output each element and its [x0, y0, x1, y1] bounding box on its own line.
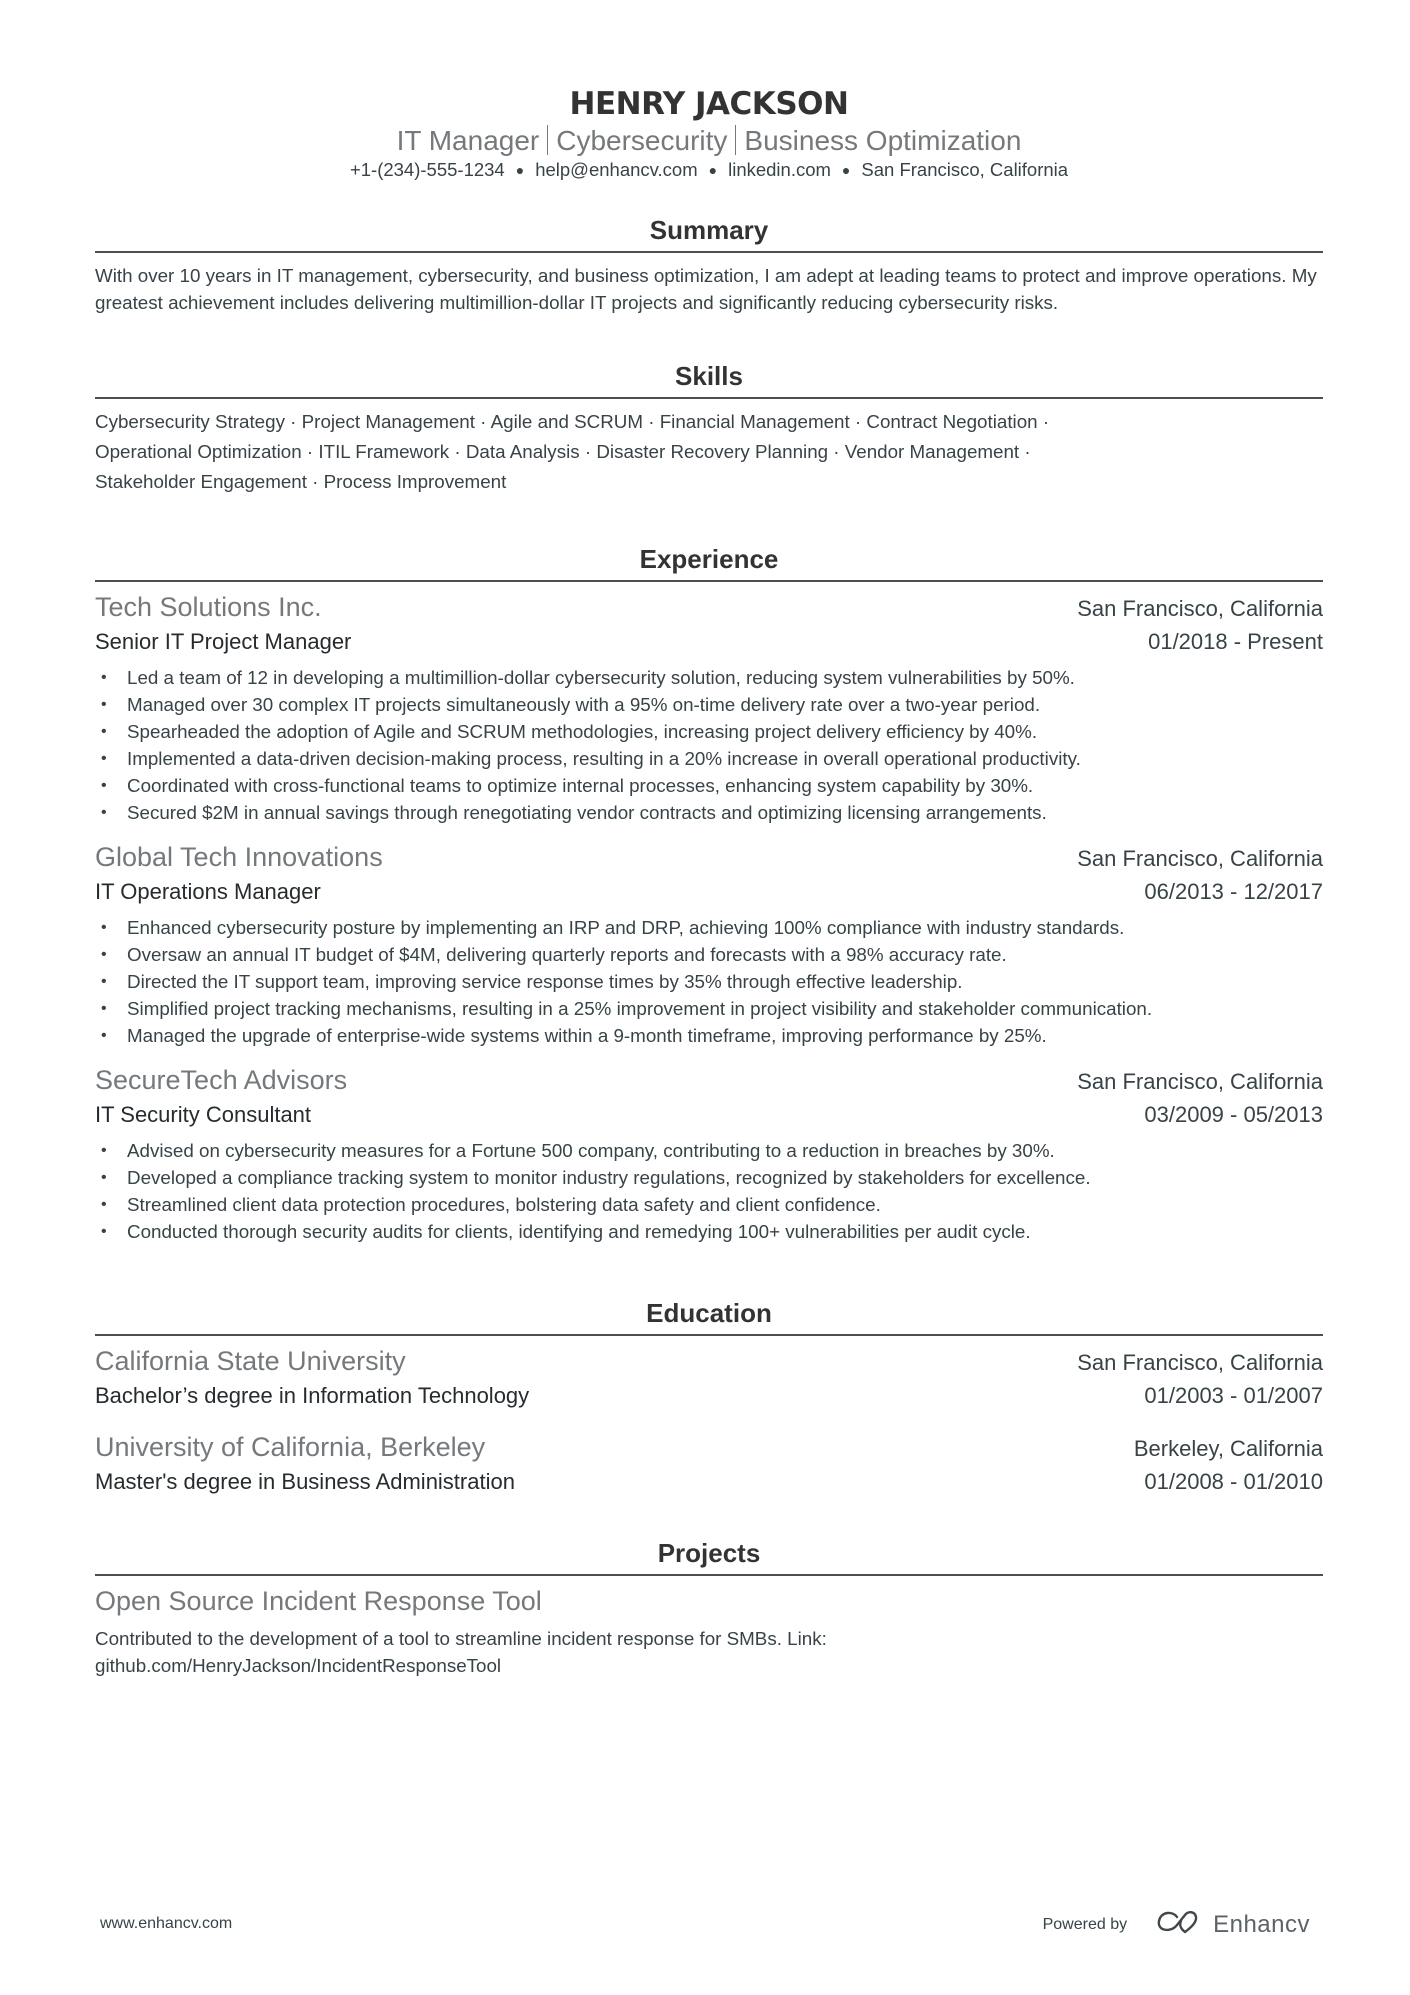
bullet-list [95, 914, 1323, 1049]
bullet-item [95, 772, 1323, 799]
entry-dates: 01/2003 - 01/2007 [1144, 1383, 1323, 1408]
bullet-item [95, 1218, 1323, 1245]
footer-website-link[interactable]: www.enhancv.com [100, 1915, 233, 1932]
bullet-item [95, 799, 1323, 826]
section-title: Education [646, 1298, 772, 1328]
section-divider [95, 1574, 1323, 1576]
bullet-text: Coordinated with cross-functional teams to optimize internal processes, enhancing system capability by 30%. [127, 775, 1034, 796]
bullet-separator-icon: ● [841, 162, 851, 178]
bullet-icon: • [101, 1000, 107, 1017]
entry-subheader-row [95, 876, 1323, 908]
resume-header [95, 0, 1323, 182]
bullet-text: Directed the IT support team, improving service response times by 35% through effective leadership. [127, 971, 963, 992]
bullet-text: Oversaw an annual IT budget of $4M, delivering quarterly reports and forecasts with a 98% accuracy rate. [127, 944, 1007, 965]
entry-dates: 03/2009 - 05/2013 [1144, 1102, 1323, 1127]
experience-entry [95, 590, 1323, 826]
bullet-icon: • [101, 1142, 107, 1159]
headline-item: IT Manager [396, 125, 540, 156]
entry-location: San Francisco, California [1077, 1069, 1323, 1094]
bullet-item [95, 691, 1323, 718]
bullet-text: Managed the upgrade of enterprise-wide systems within a 9-month timeframe, improving performance by 25%. [127, 1025, 1047, 1046]
headline-separator [547, 125, 548, 155]
bullet-item [95, 1022, 1323, 1049]
bullet-text: Managed over 30 complex IT projects simultaneously with a 95% on-time delivery rate over a two-year period. [127, 694, 1041, 715]
enhancv-logo-icon [1155, 1909, 1203, 1940]
entry-subheader-row [95, 1099, 1323, 1131]
school-name: University of California, Berkeley [95, 1432, 486, 1462]
experience-section [95, 543, 1323, 1245]
job-role: IT Operations Manager [95, 879, 321, 904]
degree: Bachelor’s degree in Information Technology [95, 1383, 530, 1408]
entry-subheader-row [95, 626, 1323, 658]
bullet-icon: • [101, 777, 107, 794]
skills-list [95, 407, 1323, 497]
entry-subheader-row [95, 1380, 1323, 1412]
headline-item: Business Optimization [744, 125, 1022, 156]
bullet-item [95, 664, 1323, 691]
experience-entry [95, 840, 1323, 1049]
footer [100, 1909, 1310, 1939]
project-entry [95, 1584, 1323, 1679]
bullet-item [95, 914, 1323, 941]
bullet-text: Simplified project tracking mechanisms, resulting in a 25% improvement in project visibility and stakeholder communication. [127, 998, 1153, 1019]
skills-line: Stakeholder Engagement · Process Improvement [95, 471, 507, 492]
bullet-icon: • [101, 1169, 107, 1186]
bullet-icon: • [101, 919, 107, 936]
contact-email[interactable]: help@enhancv.com [535, 159, 698, 180]
brand-name: Enhancv [1213, 1910, 1310, 1938]
bullet-item [95, 1164, 1323, 1191]
bullet-text: Streamlined client data protection procedures, bolstering data safety and client confidence. [127, 1194, 881, 1215]
bullet-text: Led a team of 12 in developing a multimillion-dollar cybersecurity solution, reducing system vulnerabilities by 50%. [127, 667, 1075, 688]
bullet-item [95, 941, 1323, 968]
bullet-icon: • [101, 1196, 107, 1213]
bullet-icon: • [101, 973, 107, 990]
headline-separator [735, 125, 736, 155]
project-description [95, 1626, 1323, 1679]
education-entry [95, 1430, 1323, 1498]
resume-page [95, 0, 1323, 1676]
project-title: Open Source Incident Response Tool [95, 1586, 542, 1616]
contact-linkedin[interactable]: linkedin.com [728, 159, 831, 180]
projects-section [95, 1537, 1323, 1679]
bullet-text: Enhanced cybersecurity posture by implementing an IRP and DRP, achieving 100% compliance with industry standards. [127, 917, 1125, 938]
bullet-text: Secured $2M in annual savings through renegotiating vendor contracts and optimizing licensing arrangements. [127, 802, 1047, 823]
project-link[interactable]: github.com/HenryJackson/IncidentResponseTool [95, 1654, 502, 1676]
contact-info [95, 158, 1323, 182]
company-name: Global Tech Innovations [95, 842, 383, 872]
contact-phone[interactable]: +1-(234)-555-1234 [349, 159, 505, 180]
degree: Master's degree in Business Administration [95, 1469, 515, 1494]
entry-location: Berkeley, California [1133, 1436, 1323, 1461]
bullet-text: Advised on cybersecurity measures for a Fortune 500 company, contributing to a reduction in breaches by 30%. [127, 1140, 1055, 1161]
bullet-icon: • [101, 723, 107, 740]
bullet-item [95, 718, 1323, 745]
bullet-text: Developed a compliance tracking system to monitor industry regulations, recognized by stakeholders for excellence. [127, 1167, 1091, 1188]
entry-header-row [95, 1063, 1323, 1099]
bullet-item [95, 995, 1323, 1022]
powered-by[interactable] [1043, 1909, 1310, 1940]
bullet-separator-icon: ● [515, 162, 525, 178]
bullet-item [95, 1137, 1323, 1164]
bullet-text: Spearheaded the adoption of Agile and SCRUM methodologies, increasing project delivery efficiency by 40%. [127, 721, 1038, 742]
entry-dates: 01/2018 - Present [1148, 629, 1323, 654]
skills-section [95, 360, 1323, 497]
company-name: Tech Solutions Inc. [95, 592, 322, 622]
bullet-list [95, 664, 1323, 826]
skills-line: Operational Optimization · ITIL Framework · Data Analysis · Disaster Recovery Planning · Vendor Management · [95, 441, 1031, 462]
bullet-text: Conducted thorough security audits for clients, identifying and remedying 100+ vulnerabilities per audit cycle. [127, 1221, 1031, 1242]
bullet-icon: • [101, 1223, 107, 1240]
powered-by-label: Powered by [1042, 1915, 1128, 1933]
section-title: Projects [657, 1538, 761, 1568]
summary-section [95, 214, 1323, 316]
entry-header-row [95, 840, 1323, 876]
headline-item: Cybersecurity [556, 125, 728, 156]
job-role: Senior IT Project Manager [95, 629, 352, 654]
entry-header-row [95, 590, 1323, 626]
entry-dates: 01/2008 - 01/2010 [1144, 1469, 1323, 1494]
bullet-list [95, 1137, 1323, 1245]
bullet-separator-icon: ● [708, 162, 718, 178]
school-name: California State University [95, 1346, 406, 1376]
bullet-item [95, 1191, 1323, 1218]
bullet-icon: • [101, 1027, 107, 1044]
project-description-line: Contributed to the development of a tool to streamline incident response for SMBs. Link: [95, 1628, 827, 1649]
entry-location: San Francisco, California [1077, 846, 1323, 871]
headline [95, 124, 1323, 158]
section-title: Experience [639, 544, 779, 574]
entry-dates: 06/2013 - 12/2017 [1144, 879, 1323, 904]
section-divider [95, 397, 1323, 399]
bullet-icon: • [101, 750, 107, 767]
entry-subheader-row [95, 1466, 1323, 1498]
section-title: Summary [649, 215, 769, 245]
section-divider [95, 1334, 1323, 1336]
bullet-icon: • [101, 804, 107, 821]
summary-text: With over 10 years in IT management, cybersecurity, and business optimization, I am adept at leading teams to protect and improve operations. My greatest achievement includes delivering multimillion-dollar IT projects and significantly reducing cybersecurity risks. [95, 265, 1317, 313]
entry-header-row [95, 1430, 1323, 1466]
education-entry [95, 1344, 1323, 1412]
section-divider [95, 580, 1323, 582]
candidate-name: HENRY JACKSON [569, 86, 849, 122]
entry-location: San Francisco, California [1077, 1350, 1323, 1375]
section-title: Skills [675, 361, 743, 391]
education-section [95, 1297, 1323, 1498]
job-role: IT Security Consultant [95, 1102, 312, 1127]
contact-location: San Francisco, California [861, 159, 1069, 180]
bullet-icon: • [101, 669, 107, 686]
experience-entry [95, 1063, 1323, 1245]
company-name: SecureTech Advisors [95, 1065, 348, 1095]
section-divider [95, 251, 1323, 253]
bullet-icon: • [101, 696, 107, 713]
entry-header-row [95, 1344, 1323, 1380]
bullet-item [95, 745, 1323, 772]
skills-line: Cybersecurity Strategy · Project Management · Agile and SCRUM · Financial Management · Contract Negotiation · [95, 411, 1050, 432]
bullet-item [95, 968, 1323, 995]
bullet-icon: • [101, 946, 107, 963]
bullet-text: Implemented a data-driven decision-making process, resulting in a 20% increase in overall operational productivity. [127, 748, 1081, 769]
entry-location: San Francisco, California [1077, 596, 1323, 621]
